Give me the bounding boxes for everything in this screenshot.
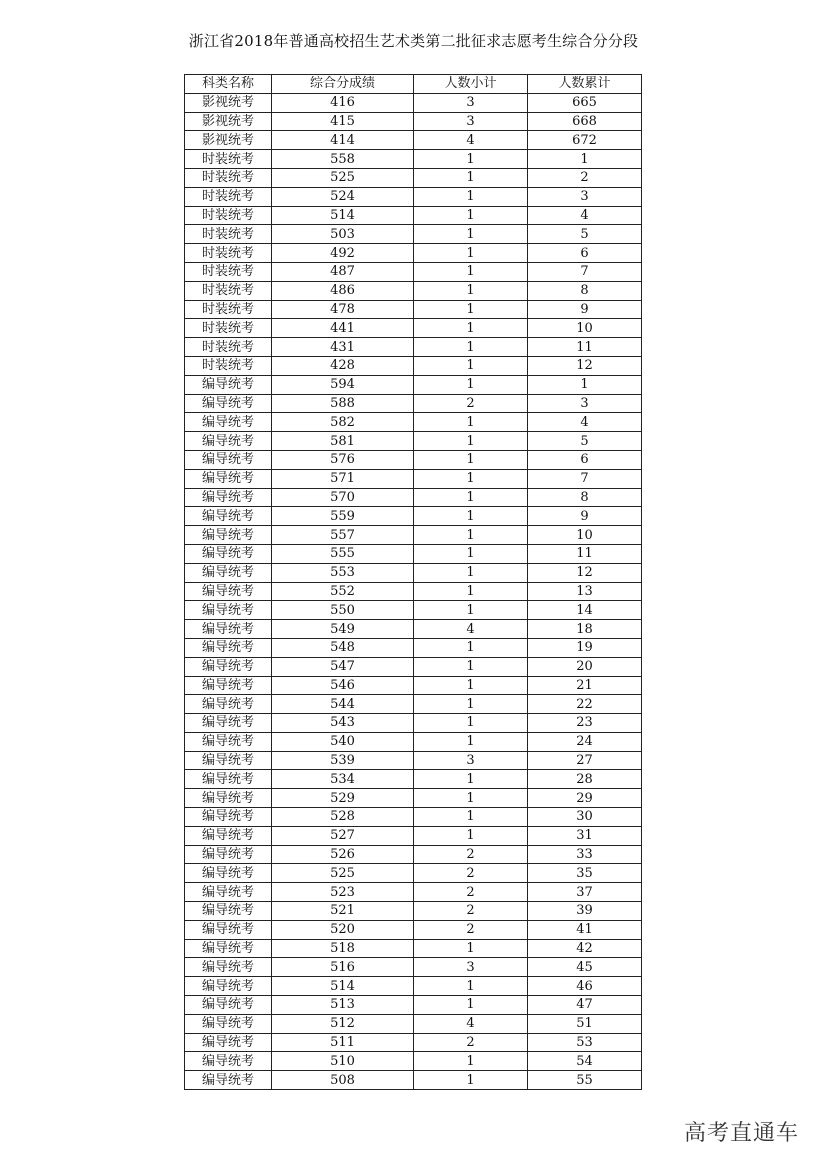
cell-count: 2 — [414, 1033, 528, 1052]
cell-count: 1 — [414, 996, 528, 1015]
cell-count: 1 — [414, 544, 528, 563]
cell-category: 编导统考 — [185, 676, 272, 695]
table-row — [185, 638, 642, 657]
cell-cumulative: 28 — [528, 770, 642, 789]
table-row — [185, 375, 642, 394]
cell-count: 1 — [414, 206, 528, 225]
cell-category: 编导统考 — [185, 845, 272, 864]
cell-count: 1 — [414, 244, 528, 263]
cell-cumulative: 12 — [528, 356, 642, 375]
cell-category: 编导统考 — [185, 450, 272, 469]
cell-cumulative: 47 — [528, 996, 642, 1015]
cell-score: 534 — [272, 770, 414, 789]
table-row — [185, 977, 642, 996]
cell-cumulative: 22 — [528, 695, 642, 714]
table-row — [185, 300, 642, 319]
cell-score: 512 — [272, 1014, 414, 1033]
cell-score: 514 — [272, 206, 414, 225]
cell-score: 478 — [272, 300, 414, 319]
cell-count: 4 — [414, 620, 528, 639]
cell-score: 414 — [272, 131, 414, 150]
cell-cumulative: 39 — [528, 902, 642, 921]
cell-category: 编导统考 — [185, 375, 272, 394]
table-row — [185, 469, 642, 488]
table-row — [185, 864, 642, 883]
cell-count: 2 — [414, 920, 528, 939]
cell-category: 编导统考 — [185, 544, 272, 563]
cell-count: 1 — [414, 676, 528, 695]
cell-count: 1 — [414, 601, 528, 620]
watermark-logo: 高考直通车 — [683, 1121, 799, 1146]
cell-cumulative: 3 — [528, 394, 642, 413]
cell-score: 552 — [272, 582, 414, 601]
cell-cumulative: 1 — [528, 150, 642, 169]
cell-score: 558 — [272, 150, 414, 169]
table-row — [185, 168, 642, 187]
cell-category: 编导统考 — [185, 902, 272, 921]
cell-score: 510 — [272, 1052, 414, 1071]
cell-category: 时装统考 — [185, 187, 272, 206]
cell-cumulative: 1 — [528, 375, 642, 394]
cell-score: 529 — [272, 789, 414, 808]
cell-cumulative: 11 — [528, 338, 642, 357]
cell-category: 编导统考 — [185, 808, 272, 827]
cell-cumulative: 21 — [528, 676, 642, 695]
cell-cumulative: 7 — [528, 469, 642, 488]
cell-category: 时装统考 — [185, 338, 272, 357]
table-row — [185, 206, 642, 225]
cell-category: 时装统考 — [185, 319, 272, 338]
cell-score: 523 — [272, 883, 414, 902]
cell-count: 1 — [414, 338, 528, 357]
cell-cumulative: 4 — [528, 206, 642, 225]
cell-cumulative: 672 — [528, 131, 642, 150]
header-category: 科类名称 — [185, 75, 272, 94]
cell-count: 3 — [414, 93, 528, 112]
table-header-row — [185, 75, 642, 94]
cell-cumulative: 14 — [528, 601, 642, 620]
cell-count: 1 — [414, 563, 528, 582]
cell-cumulative: 18 — [528, 620, 642, 639]
table-row — [185, 883, 642, 902]
cell-category: 编导统考 — [185, 1071, 272, 1090]
table-row — [185, 394, 642, 413]
cell-score: 571 — [272, 469, 414, 488]
cell-cumulative: 23 — [528, 714, 642, 733]
cell-cumulative: 31 — [528, 826, 642, 845]
cell-category: 编导统考 — [185, 920, 272, 939]
cell-category: 编导统考 — [185, 1052, 272, 1071]
cell-cumulative: 7 — [528, 262, 642, 281]
cell-category: 编导统考 — [185, 657, 272, 676]
cell-count: 1 — [414, 732, 528, 751]
cell-category: 时装统考 — [185, 300, 272, 319]
table-row — [185, 657, 642, 676]
table-row — [185, 187, 642, 206]
table-row — [185, 902, 642, 921]
table-row — [185, 789, 642, 808]
cell-score: 559 — [272, 507, 414, 526]
cell-count: 2 — [414, 883, 528, 902]
cell-cumulative: 5 — [528, 225, 642, 244]
table-row — [185, 808, 642, 827]
table-row — [185, 262, 642, 281]
cell-cumulative: 10 — [528, 526, 642, 545]
cell-category: 编导统考 — [185, 469, 272, 488]
cell-category: 时装统考 — [185, 206, 272, 225]
cell-category: 编导统考 — [185, 563, 272, 582]
cell-count: 1 — [414, 281, 528, 300]
cell-category: 编导统考 — [185, 958, 272, 977]
cell-category: 编导统考 — [185, 620, 272, 639]
cell-count: 1 — [414, 187, 528, 206]
cell-category: 编导统考 — [185, 1014, 272, 1033]
cell-score: 528 — [272, 808, 414, 827]
cell-category: 编导统考 — [185, 638, 272, 657]
cell-count: 2 — [414, 845, 528, 864]
cell-score: 576 — [272, 450, 414, 469]
table-row — [185, 356, 642, 375]
table-row — [185, 526, 642, 545]
cell-count: 1 — [414, 826, 528, 845]
cell-count: 1 — [414, 770, 528, 789]
cell-cumulative: 8 — [528, 281, 642, 300]
cell-category: 时装统考 — [185, 150, 272, 169]
cell-count: 1 — [414, 432, 528, 451]
cell-score: 527 — [272, 826, 414, 845]
cell-count: 1 — [414, 714, 528, 733]
cell-score: 487 — [272, 262, 414, 281]
cell-score: 486 — [272, 281, 414, 300]
cell-count: 1 — [414, 507, 528, 526]
cell-category: 编导统考 — [185, 432, 272, 451]
cell-cumulative: 54 — [528, 1052, 642, 1071]
cell-category: 时装统考 — [185, 225, 272, 244]
cell-category: 编导统考 — [185, 507, 272, 526]
cell-cumulative: 11 — [528, 544, 642, 563]
cell-score: 416 — [272, 93, 414, 112]
cell-score: 431 — [272, 338, 414, 357]
table-row — [185, 413, 642, 432]
table-row — [185, 732, 642, 751]
cell-score: 428 — [272, 356, 414, 375]
table-row — [185, 1071, 642, 1090]
cell-count: 4 — [414, 1014, 528, 1033]
table-row — [185, 582, 642, 601]
cell-count: 1 — [414, 262, 528, 281]
cell-count: 1 — [414, 657, 528, 676]
cell-cumulative: 2 — [528, 168, 642, 187]
cell-cumulative: 45 — [528, 958, 642, 977]
table-row — [185, 845, 642, 864]
cell-category: 编导统考 — [185, 526, 272, 545]
cell-count: 2 — [414, 864, 528, 883]
document-title: 浙江省2018年普通高校招生艺术类第二批征求志愿考生综合分分段 — [188, 32, 639, 50]
cell-score: 511 — [272, 1033, 414, 1052]
cell-cumulative: 4 — [528, 413, 642, 432]
table-row — [185, 1052, 642, 1071]
cell-score: 503 — [272, 225, 414, 244]
table-row — [185, 450, 642, 469]
cell-cumulative: 6 — [528, 450, 642, 469]
cell-count: 1 — [414, 488, 528, 507]
cell-cumulative: 12 — [528, 563, 642, 582]
cell-count: 1 — [414, 168, 528, 187]
cell-category: 编导统考 — [185, 996, 272, 1015]
cell-category: 编导统考 — [185, 864, 272, 883]
table-row — [185, 826, 642, 845]
cell-score: 508 — [272, 1071, 414, 1090]
cell-cumulative: 3 — [528, 187, 642, 206]
table-row — [185, 544, 642, 563]
cell-cumulative: 6 — [528, 244, 642, 263]
table-row — [185, 244, 642, 263]
cell-count: 1 — [414, 582, 528, 601]
cell-score: 548 — [272, 638, 414, 657]
cell-cumulative: 51 — [528, 1014, 642, 1033]
cell-count: 1 — [414, 319, 528, 338]
cell-category: 编导统考 — [185, 751, 272, 770]
cell-score: 526 — [272, 845, 414, 864]
cell-cumulative: 19 — [528, 638, 642, 657]
cell-cumulative: 29 — [528, 789, 642, 808]
cell-cumulative: 27 — [528, 751, 642, 770]
cell-category: 时装统考 — [185, 262, 272, 281]
cell-category: 影视统考 — [185, 93, 272, 112]
table-row — [185, 601, 642, 620]
cell-cumulative: 41 — [528, 920, 642, 939]
table-row — [185, 131, 642, 150]
cell-cumulative: 10 — [528, 319, 642, 338]
cell-cumulative: 35 — [528, 864, 642, 883]
cell-count: 1 — [414, 150, 528, 169]
cell-score: 588 — [272, 394, 414, 413]
cell-cumulative: 9 — [528, 300, 642, 319]
cell-count: 4 — [414, 131, 528, 150]
cell-cumulative: 42 — [528, 939, 642, 958]
table-row — [185, 1014, 642, 1033]
cell-score: 543 — [272, 714, 414, 733]
cell-category: 编导统考 — [185, 582, 272, 601]
cell-count: 1 — [414, 695, 528, 714]
cell-cumulative: 8 — [528, 488, 642, 507]
cell-category: 编导统考 — [185, 789, 272, 808]
cell-score: 521 — [272, 902, 414, 921]
table-row — [185, 620, 642, 639]
cell-count: 1 — [414, 356, 528, 375]
cell-score: 546 — [272, 676, 414, 695]
table-row — [185, 338, 642, 357]
table-row — [185, 507, 642, 526]
cell-category: 时装统考 — [185, 168, 272, 187]
cell-count: 1 — [414, 413, 528, 432]
cell-category: 编导统考 — [185, 1033, 272, 1052]
cell-score: 524 — [272, 187, 414, 206]
cell-cumulative: 30 — [528, 808, 642, 827]
cell-score: 570 — [272, 488, 414, 507]
cell-category: 编导统考 — [185, 413, 272, 432]
cell-count: 2 — [414, 902, 528, 921]
table-row — [185, 695, 642, 714]
cell-cumulative: 24 — [528, 732, 642, 751]
cell-score: 441 — [272, 319, 414, 338]
cell-count: 1 — [414, 225, 528, 244]
cell-cumulative: 55 — [528, 1071, 642, 1090]
table-row — [185, 920, 642, 939]
cell-category: 编导统考 — [185, 714, 272, 733]
table-row — [185, 112, 642, 131]
cell-score: 525 — [272, 864, 414, 883]
cell-score: 540 — [272, 732, 414, 751]
cell-cumulative: 37 — [528, 883, 642, 902]
table-row — [185, 1033, 642, 1052]
cell-count: 1 — [414, 808, 528, 827]
cell-score: 547 — [272, 657, 414, 676]
cell-category: 编导统考 — [185, 601, 272, 620]
table-row — [185, 676, 642, 695]
cell-cumulative: 665 — [528, 93, 642, 112]
cell-count: 1 — [414, 300, 528, 319]
cell-score: 525 — [272, 168, 414, 187]
cell-category: 影视统考 — [185, 112, 272, 131]
header-count: 人数小计 — [414, 75, 528, 94]
cell-count: 1 — [414, 450, 528, 469]
table-row — [185, 714, 642, 733]
table-row — [185, 770, 642, 789]
cell-category: 编导统考 — [185, 977, 272, 996]
table-row — [185, 958, 642, 977]
cell-score: 544 — [272, 695, 414, 714]
cell-score: 513 — [272, 996, 414, 1015]
cell-count: 3 — [414, 958, 528, 977]
cell-count: 2 — [414, 394, 528, 413]
cell-cumulative: 20 — [528, 657, 642, 676]
cell-score: 581 — [272, 432, 414, 451]
table-row — [185, 93, 642, 112]
cell-count: 1 — [414, 977, 528, 996]
table-row — [185, 319, 642, 338]
score-distribution-table — [184, 74, 642, 1090]
cell-cumulative: 13 — [528, 582, 642, 601]
cell-count: 1 — [414, 789, 528, 808]
cell-category: 编导统考 — [185, 883, 272, 902]
cell-cumulative: 46 — [528, 977, 642, 996]
cell-score: 549 — [272, 620, 414, 639]
cell-count: 1 — [414, 469, 528, 488]
cell-cumulative: 5 — [528, 432, 642, 451]
cell-score: 415 — [272, 112, 414, 131]
table-row — [185, 751, 642, 770]
cell-score: 550 — [272, 601, 414, 620]
cell-category: 编导统考 — [185, 939, 272, 958]
table-row — [185, 225, 642, 244]
table-row — [185, 432, 642, 451]
cell-count: 1 — [414, 1071, 528, 1090]
cell-category: 编导统考 — [185, 732, 272, 751]
cell-count: 1 — [414, 638, 528, 657]
cell-count: 1 — [414, 526, 528, 545]
cell-cumulative: 668 — [528, 112, 642, 131]
cell-score: 492 — [272, 244, 414, 263]
header-score: 综合分成绩 — [272, 75, 414, 94]
cell-category: 编导统考 — [185, 826, 272, 845]
cell-score: 516 — [272, 958, 414, 977]
cell-count: 3 — [414, 112, 528, 131]
cell-score: 553 — [272, 563, 414, 582]
header-cumulative: 人数累计 — [528, 75, 642, 94]
cell-score: 594 — [272, 375, 414, 394]
table-row — [185, 996, 642, 1015]
cell-category: 时装统考 — [185, 356, 272, 375]
cell-score: 520 — [272, 920, 414, 939]
cell-score: 539 — [272, 751, 414, 770]
cell-count: 1 — [414, 375, 528, 394]
table-row — [185, 488, 642, 507]
cell-category: 编导统考 — [185, 770, 272, 789]
table-row — [185, 281, 642, 300]
cell-cumulative: 53 — [528, 1033, 642, 1052]
table-row — [185, 563, 642, 582]
cell-score: 557 — [272, 526, 414, 545]
cell-score: 518 — [272, 939, 414, 958]
cell-category: 影视统考 — [185, 131, 272, 150]
cell-cumulative: 9 — [528, 507, 642, 526]
cell-category: 编导统考 — [185, 488, 272, 507]
cell-score: 514 — [272, 977, 414, 996]
cell-count: 1 — [414, 1052, 528, 1071]
cell-category: 时装统考 — [185, 244, 272, 263]
cell-count: 3 — [414, 751, 528, 770]
cell-category: 编导统考 — [185, 394, 272, 413]
cell-score: 555 — [272, 544, 414, 563]
cell-category: 编导统考 — [185, 695, 272, 714]
cell-cumulative: 33 — [528, 845, 642, 864]
table-row — [185, 939, 642, 958]
cell-score: 582 — [272, 413, 414, 432]
table-row — [185, 150, 642, 169]
cell-category: 时装统考 — [185, 281, 272, 300]
cell-count: 1 — [414, 939, 528, 958]
